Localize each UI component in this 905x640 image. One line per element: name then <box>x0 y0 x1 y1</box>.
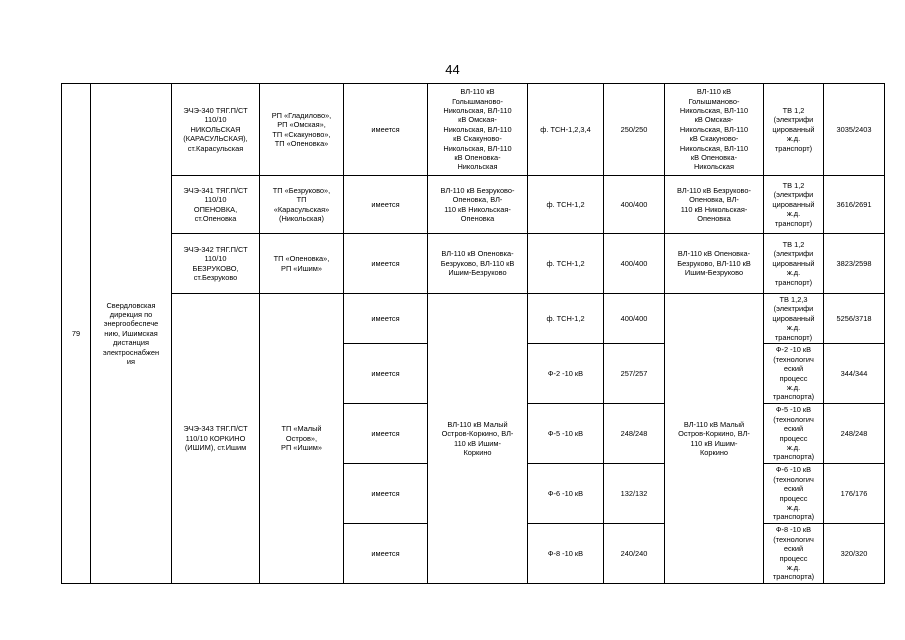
feeder-cell: Ф-6 -10 кВ <box>528 464 604 524</box>
connected-objects-cell: ТП «Малый Остров», РП «Ишим» <box>260 294 344 584</box>
consumer-cell: ТВ 1,2,3 (электрифи цированный ж.д. транспорт) <box>764 294 824 344</box>
load-cell: 3823/2598 <box>824 234 885 294</box>
status-cell: имеется <box>344 234 428 294</box>
power-cell: 400/400 <box>604 294 665 344</box>
substation-table <box>61 83 885 584</box>
status-cell: имеется <box>344 464 428 524</box>
consumer-cell: ТВ 1,2 (электрифи цированный ж.д. транспорт) <box>764 176 824 234</box>
lines-cell-2: ВЛ-110 кВ Безруково- Опеновка, ВЛ- 110 кВ Никольская- Опеновка <box>665 176 764 234</box>
load-cell: 248/248 <box>824 404 885 464</box>
load-cell: 5256/3718 <box>824 294 885 344</box>
row-number-cell: 79 <box>62 84 91 584</box>
feeder-cell: ф. ТСН-1,2,3,4 <box>528 84 604 176</box>
feeder-cell: Ф-5 -10 кВ <box>528 404 604 464</box>
connected-objects-cell: РП «Гладилово», РП «Омская», ТП «Скакуново», ТП «Опеновка» <box>260 84 344 176</box>
power-cell: 400/400 <box>604 176 665 234</box>
consumer-cell: ТВ 1,2 (электрифи цированный ж.д. транспорт) <box>764 84 824 176</box>
status-cell: имеется <box>344 404 428 464</box>
load-cell: 320/320 <box>824 524 885 584</box>
consumer-cell: Ф-8 -10 кВ (технологич еский процесс ж.д. транспорта) <box>764 524 824 584</box>
power-cell: 250/250 <box>604 84 665 176</box>
table-row <box>62 294 885 344</box>
lines-cell: ВЛ-110 кВ Малый Остров-Коркино, ВЛ- 110 кВ Ишим- Коркино <box>428 294 528 584</box>
lines-cell-2: ВЛ-110 кВ Опеновка- Безруково, ВЛ-110 кВ Ишим-Безруково <box>665 234 764 294</box>
power-cell: 248/248 <box>604 404 665 464</box>
table-row <box>62 84 885 176</box>
status-cell: имеется <box>344 524 428 584</box>
lines-cell-2: ВЛ-110 кВ Малый Остров-Коркино, ВЛ- 110 кВ Ишим- Коркино <box>665 294 764 584</box>
substation-cell: ЭЧЭ-341 ТЯГ.П/СТ 110/10 ОПЕНОВКА, ст.Опеновка <box>172 176 260 234</box>
status-cell: имеется <box>344 176 428 234</box>
direction-cell: Свердловская дирекция по энергообеспече нию, Ишимская дистанция электроснабжен ия <box>91 84 172 584</box>
consumer-cell: ТВ 1,2 (электрифи цированный ж.д. транспорт) <box>764 234 824 294</box>
connected-objects-cell: ТП «Безруково», ТП «Карасульская» (Никольская) <box>260 176 344 234</box>
substation-cell: ЭЧЭ-340 ТЯГ.П/СТ 110/10 НИКОЛЬСКАЯ (КАРАСУЛЬСКАЯ), ст.Карасульская <box>172 84 260 176</box>
feeder-cell: ф. ТСН-1,2 <box>528 176 604 234</box>
power-cell: 257/257 <box>604 344 665 404</box>
table-row <box>62 234 885 294</box>
power-cell: 240/240 <box>604 524 665 584</box>
consumer-cell: Ф-5 -10 кВ (технологич еский процесс ж.д. транспорта) <box>764 404 824 464</box>
load-cell: 344/344 <box>824 344 885 404</box>
power-cell: 132/132 <box>604 464 665 524</box>
substation-cell: ЭЧЭ-343 ТЯГ.П/СТ 110/10 КОРКИНО (ИШИМ), ст.Ишим <box>172 294 260 584</box>
status-cell: имеется <box>344 344 428 404</box>
power-cell: 400/400 <box>604 234 665 294</box>
table-row <box>62 176 885 234</box>
load-cell: 176/176 <box>824 464 885 524</box>
consumer-cell: Ф-2 -10 кВ (технологич еский процесс ж.д. транспорта) <box>764 344 824 404</box>
feeder-cell: ф. ТСН-1,2 <box>528 294 604 344</box>
load-cell: 3035/2403 <box>824 84 885 176</box>
status-cell: имеется <box>344 84 428 176</box>
connected-objects-cell: ТП «Опеновка», РП «Ишим» <box>260 234 344 294</box>
consumer-cell: Ф-6 -10 кВ (технологич еский процесс ж.д. транспорта) <box>764 464 824 524</box>
feeder-cell: ф. ТСН-1,2 <box>528 234 604 294</box>
page-number: 44 <box>445 62 460 77</box>
feeder-cell: Ф-8 -10 кВ <box>528 524 604 584</box>
lines-cell: ВЛ-110 кВ Опеновка- Безруково, ВЛ-110 кВ Ишим-Безруково <box>428 234 528 294</box>
load-cell: 3616/2691 <box>824 176 885 234</box>
lines-cell-2: ВЛ-110 кВ Голышманово- Никольская, ВЛ-110 кВ Омская- Никольская, ВЛ-110 кВ Скакуново- Никольская, ВЛ-110 кВ Опеновка- Никольская <box>665 84 764 176</box>
lines-cell: ВЛ-110 кВ Голышманово- Никольская, ВЛ-110 кВ Омская- Никольская, ВЛ-110 кВ Скакуново- Никольская, ВЛ-110 кВ Опеновка- Никольская <box>428 84 528 176</box>
substation-cell: ЭЧЭ-342 ТЯГ.П/СТ 110/10 БЕЗРУКОВО, ст.Безруково <box>172 234 260 294</box>
status-cell: имеется <box>344 294 428 344</box>
lines-cell: ВЛ-110 кВ Безруково- Опеновка, ВЛ- 110 кВ Никольская- Опеновка <box>428 176 528 234</box>
feeder-cell: Ф-2 -10 кВ <box>528 344 604 404</box>
